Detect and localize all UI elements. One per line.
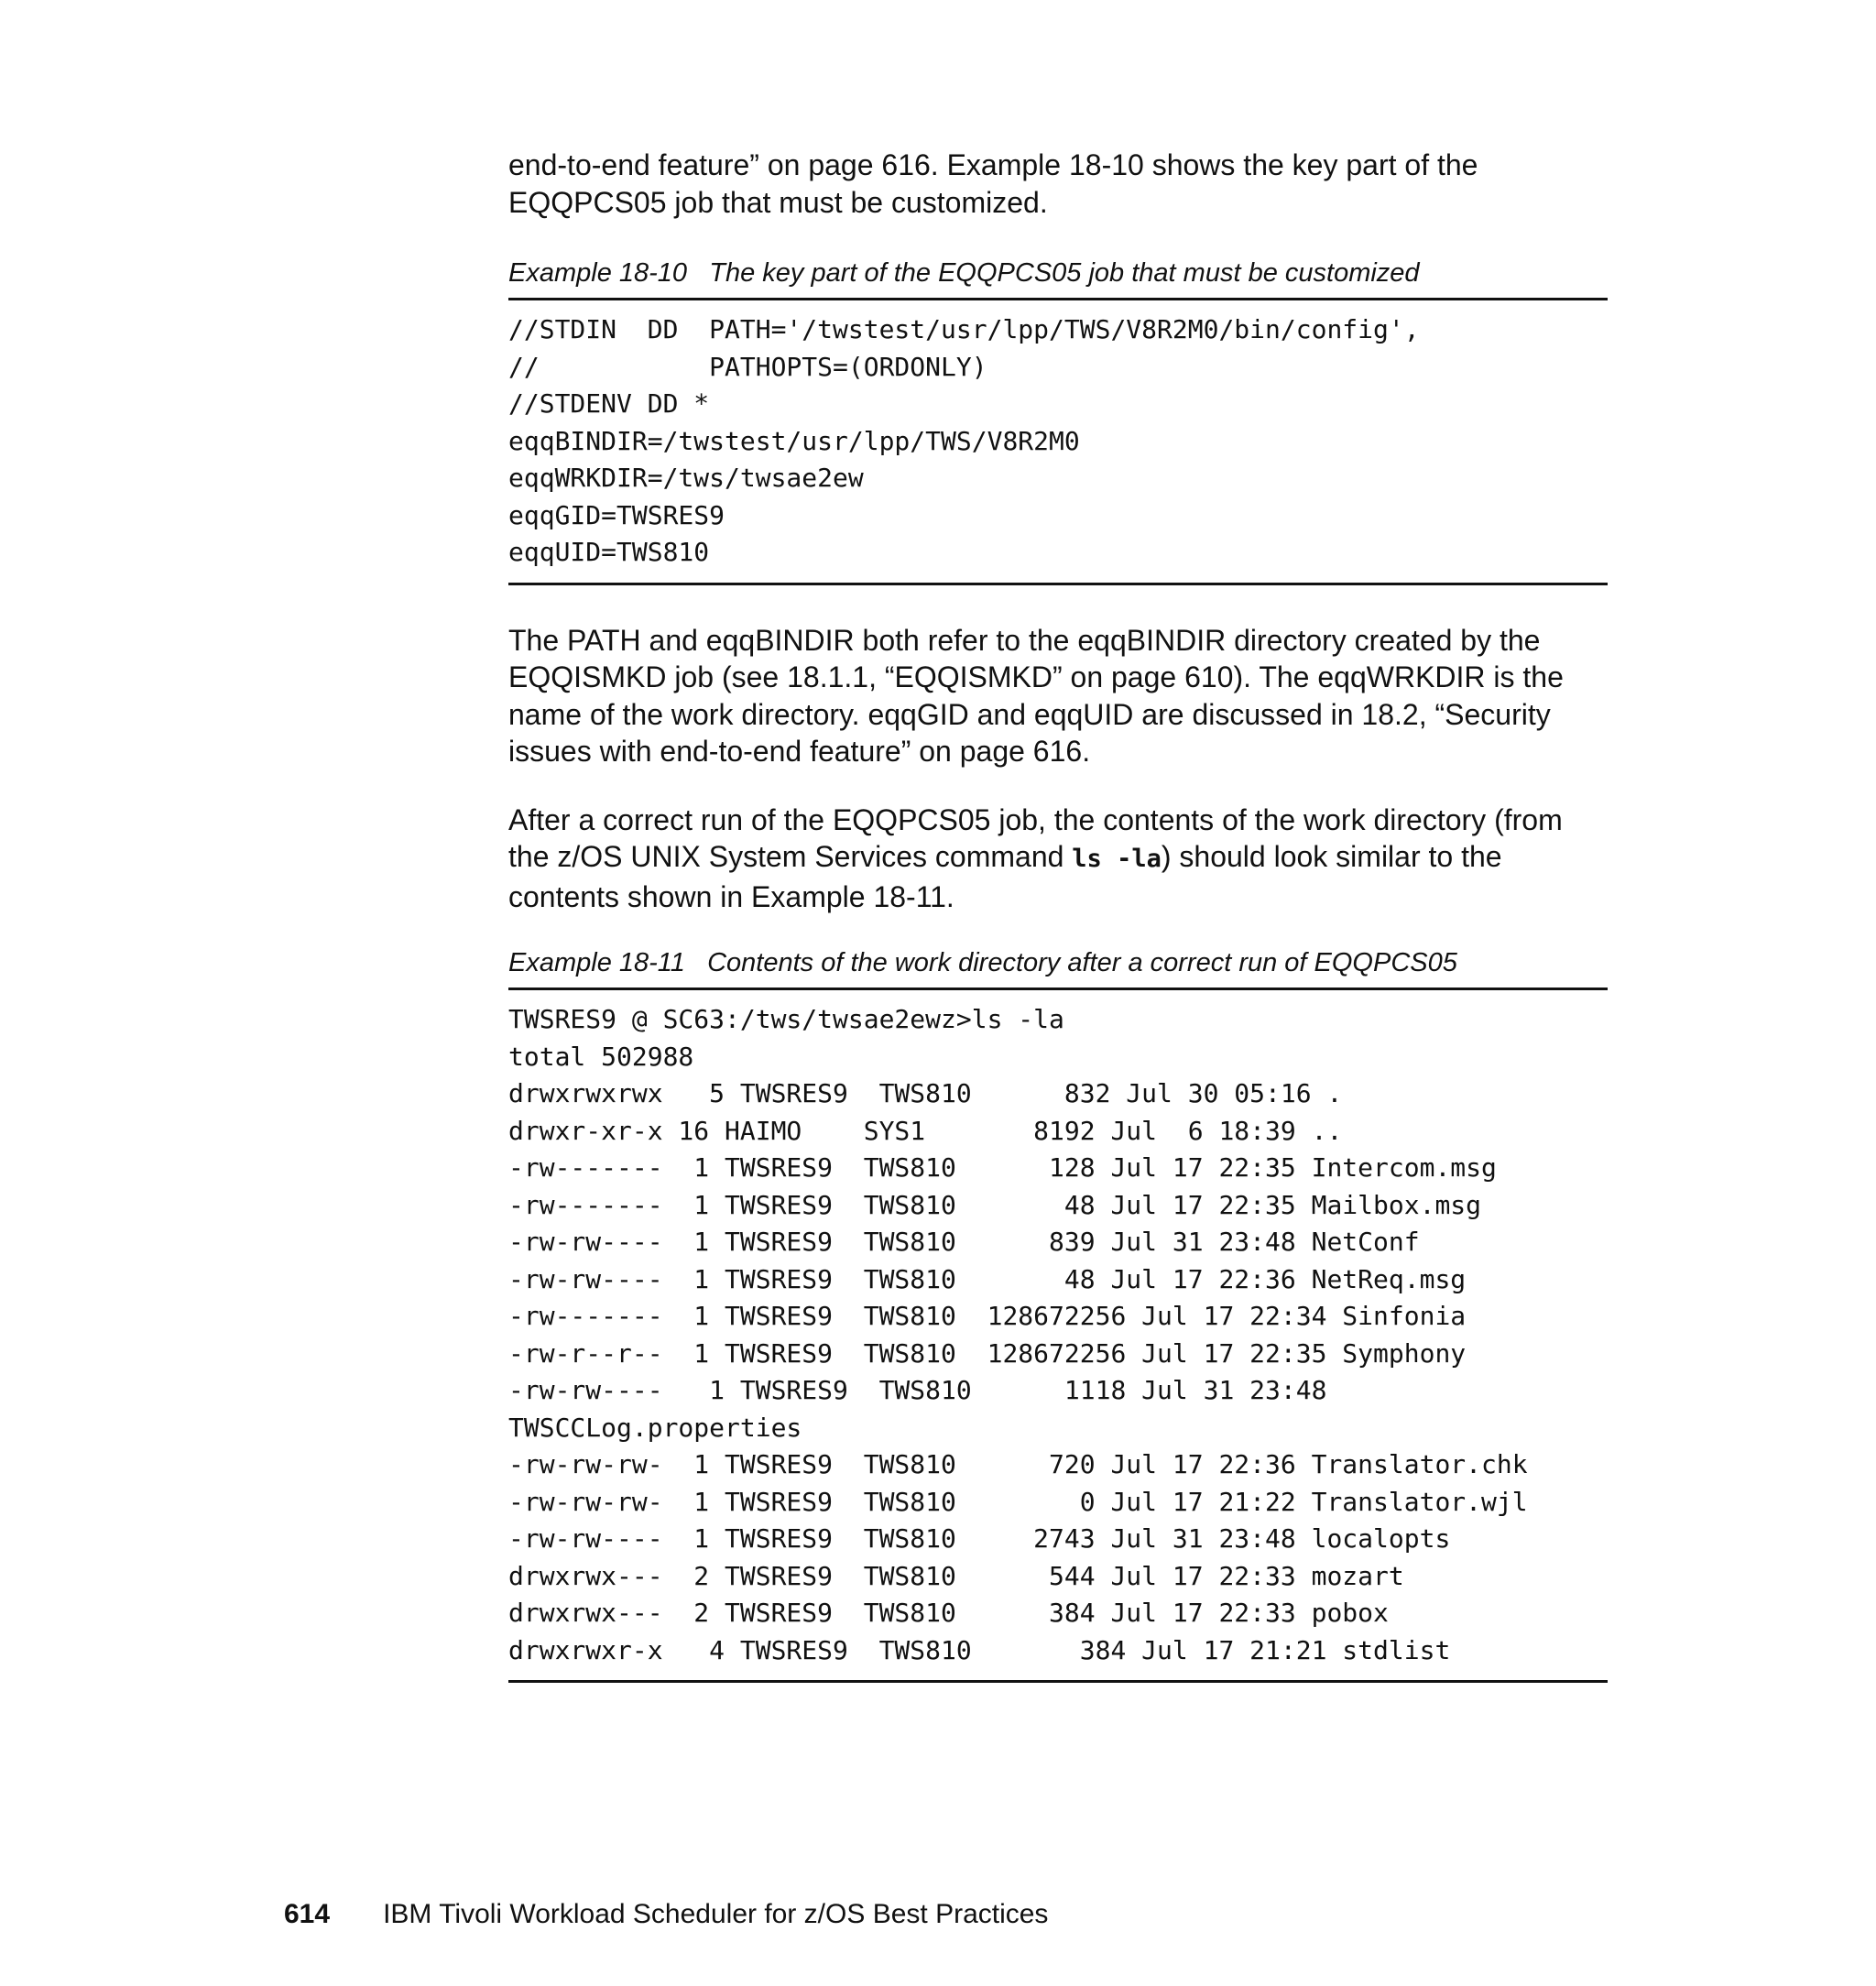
work-directory-paragraph <box>508 802 1608 916</box>
code-line: drwxrwx--- 2 TWSRES9 TWS810 544 Jul 17 22:33 mozart <box>508 1560 1404 1591</box>
intro-paragraph: end-to-end feature” on page 616. Example 18-10 shows the key part of the EQQPCS05 job that must be customized. <box>508 148 1478 219</box>
example-18-11-code-block <box>508 988 1608 1683</box>
code-line: eqqBINDIR=/twstest/usr/lpp/TWS/V8R2M0 <box>508 425 1080 456</box>
code-line: drwxrwxrwx 5 TWSRES9 TWS810 832 Jul 30 05:16 . <box>508 1078 1343 1108</box>
code-line: drwxrwxr-x 4 TWSRES9 TWS810 384 Jul 17 21:21 stdlist <box>508 1634 1451 1665</box>
code-line: total 502988 <box>508 1041 694 1072</box>
code-line: -rw-rw---- 1 TWSRES9 TWS810 1118 Jul 31 23:48 <box>508 1375 1327 1405</box>
code-line: -rw-rw---- 1 TWSRES9 TWS810 839 Jul 31 23:48 NetConf <box>508 1227 1420 1257</box>
page-footer <box>284 1898 1048 1931</box>
code-line: -rw-rw---- 1 TWSRES9 TWS810 48 Jul 17 22:36 NetReq.msg <box>508 1263 1467 1294</box>
code-line: eqqWRKDIR=/tws/twsae2ew <box>508 463 864 493</box>
ls-la-command: ls -la <box>1072 845 1162 873</box>
book-title: IBM Tivoli Workload Scheduler for z/OS Best Practices <box>383 1899 1049 1929</box>
code-line: -rw-rw---- 1 TWSRES9 TWS810 2743 Jul 31 23:48 localopts <box>508 1523 1451 1554</box>
code-line: -rw-rw-rw- 1 TWSRES9 TWS810 720 Jul 17 22:36 Translator.chk <box>508 1449 1528 1479</box>
example-18-10-code-block <box>508 298 1608 585</box>
code-line: -rw------- 1 TWSRES9 TWS810 128 Jul 17 22:35 Intercom.msg <box>508 1152 1497 1183</box>
code-line: //STDIN DD PATH='/twstest/usr/lpp/TWS/V8R2M0/bin/config', <box>508 314 1420 344</box>
code-line: drwxrwx--- 2 TWSRES9 TWS810 384 Jul 17 22:33 pobox <box>508 1598 1389 1628</box>
code-line: -rw-rw-rw- 1 TWSRES9 TWS810 0 Jul 17 21:22 Translator.wjl <box>508 1486 1528 1517</box>
page-number: 614 <box>284 1899 331 1929</box>
page-content <box>508 147 1608 1683</box>
paragraph-text-before: After a correct run of the EQQPCS05 job, the contents of the work directory (from the z/OS UNIX System Services command <box>508 802 1563 873</box>
code-line: // PATHOPTS=(ORDONLY) <box>508 351 987 382</box>
path-explanation-paragraph: The PATH and eqqBINDIR both refer to the eqqBINDIR directory created by the EQQISMKD job (see 18.1.1, “EQQISMKD” on page 610). The eqqWRKDIR is the name of the work directory. eqqGID and eqqUID are discussed in 18.2, “Security issues with end-to-end feature” on page 616. <box>508 623 1564 768</box>
code-line: -rw------- 1 TWSRES9 TWS810 128672256 Jul 17 22:34 Sinfonia <box>508 1301 1467 1331</box>
example-18-11-caption: Example 18-11 Contents of the work directory after a correct run of EQQPCS05 <box>508 948 1457 977</box>
code-line: eqqGID=TWSRES9 <box>508 499 725 530</box>
paragraph-text-after: ) should look similar to the contents shown in Example 18-11. <box>508 840 1502 913</box>
code-line: TWSRES9 @ SC63:/tws/twsae2ewz>ls -la <box>508 1004 1064 1034</box>
code-line: drwxr-xr-x 16 HAIMO SYS1 8192 Jul 6 18:39 .. <box>508 1115 1343 1146</box>
example-18-10-caption: Example 18-10 The key part of the EQQPCS05 job that must be customized <box>508 258 1420 288</box>
code-line: //STDENV DD * <box>508 388 710 419</box>
code-line: -rw-r--r-- 1 TWSRES9 TWS810 128672256 Jul 17 22:35 Symphony <box>508 1337 1467 1369</box>
code-line: -rw------- 1 TWSRES9 TWS810 48 Jul 17 22:35 Mailbox.msg <box>508 1189 1482 1220</box>
code-line: TWSCCLog.properties <box>508 1412 802 1443</box>
code-line: eqqUID=TWS810 <box>508 537 710 567</box>
